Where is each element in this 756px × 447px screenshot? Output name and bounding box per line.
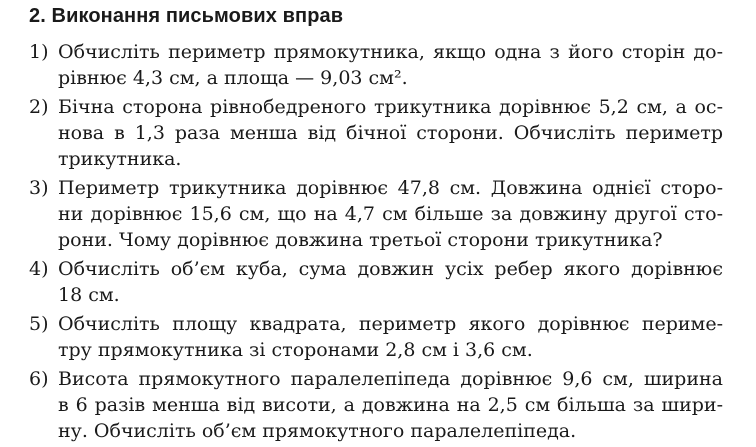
task-item (0, 311, 756, 363)
task-text-line: Бічна сторона рівнобедреного трикутника дорівнює 5,2 см, а ос- (58, 96, 723, 118)
task-item (0, 256, 756, 308)
task-number: 6) (29, 368, 49, 390)
task-text-line: Обчисліть площу квадрата, периметр якого дорівнює периме- (58, 313, 723, 335)
task-text-line: ни дорівнює 15,6 см, що на 4,7 см більше за довжину другої сто- (58, 203, 723, 225)
task-number: 3) (29, 177, 49, 199)
task-item (0, 94, 756, 172)
task-text-line: ну. Обчисліть об’єм прямокутного паралелепіпеда. (58, 420, 577, 442)
task-list (0, 39, 756, 447)
task-text-line: тру прямокутника зі сторонами 2,8 см і 3,6 см. (58, 339, 533, 361)
task-text-line: трикутника. (58, 148, 182, 170)
task-item (0, 39, 756, 91)
task-number: 4) (29, 258, 49, 280)
task-text-line: в 6 разів менша від висоти, а довжина на 2,5 см більша за шири- (58, 394, 723, 416)
task-item (0, 175, 756, 253)
task-number: 2) (29, 96, 49, 118)
task-text-line: Обчисліть об’єм куба, сума довжин усіх ребер якого дорівнює (58, 258, 723, 280)
task-item (0, 366, 756, 444)
task-text-line: 18 см. (58, 284, 120, 306)
task-text-line: Висота прямокутного паралелепіпеда дорівнює 9,6 см, ширина (58, 368, 723, 390)
task-text-line: рони. Чому дорівнює довжина третьої сторони трикутника? (58, 229, 663, 251)
task-text-line: Обчисліть периметр прямокутника, якщо одна з його сторін до- (58, 41, 723, 63)
task-text-line: нова в 1,3 раза менша від бічної сторони. Обчисліть периметр (58, 122, 723, 144)
task-number: 1) (29, 41, 49, 63)
task-text-line: Периметр трикутника дорівнює 47,8 см. Довжина однієї сторо- (58, 177, 723, 199)
section-heading: 2. Виконання письмових вправ (29, 5, 344, 27)
task-text-line: рівнює 4,3 см, а площа — 9,03 см². (58, 67, 408, 89)
task-number: 5) (29, 313, 49, 335)
